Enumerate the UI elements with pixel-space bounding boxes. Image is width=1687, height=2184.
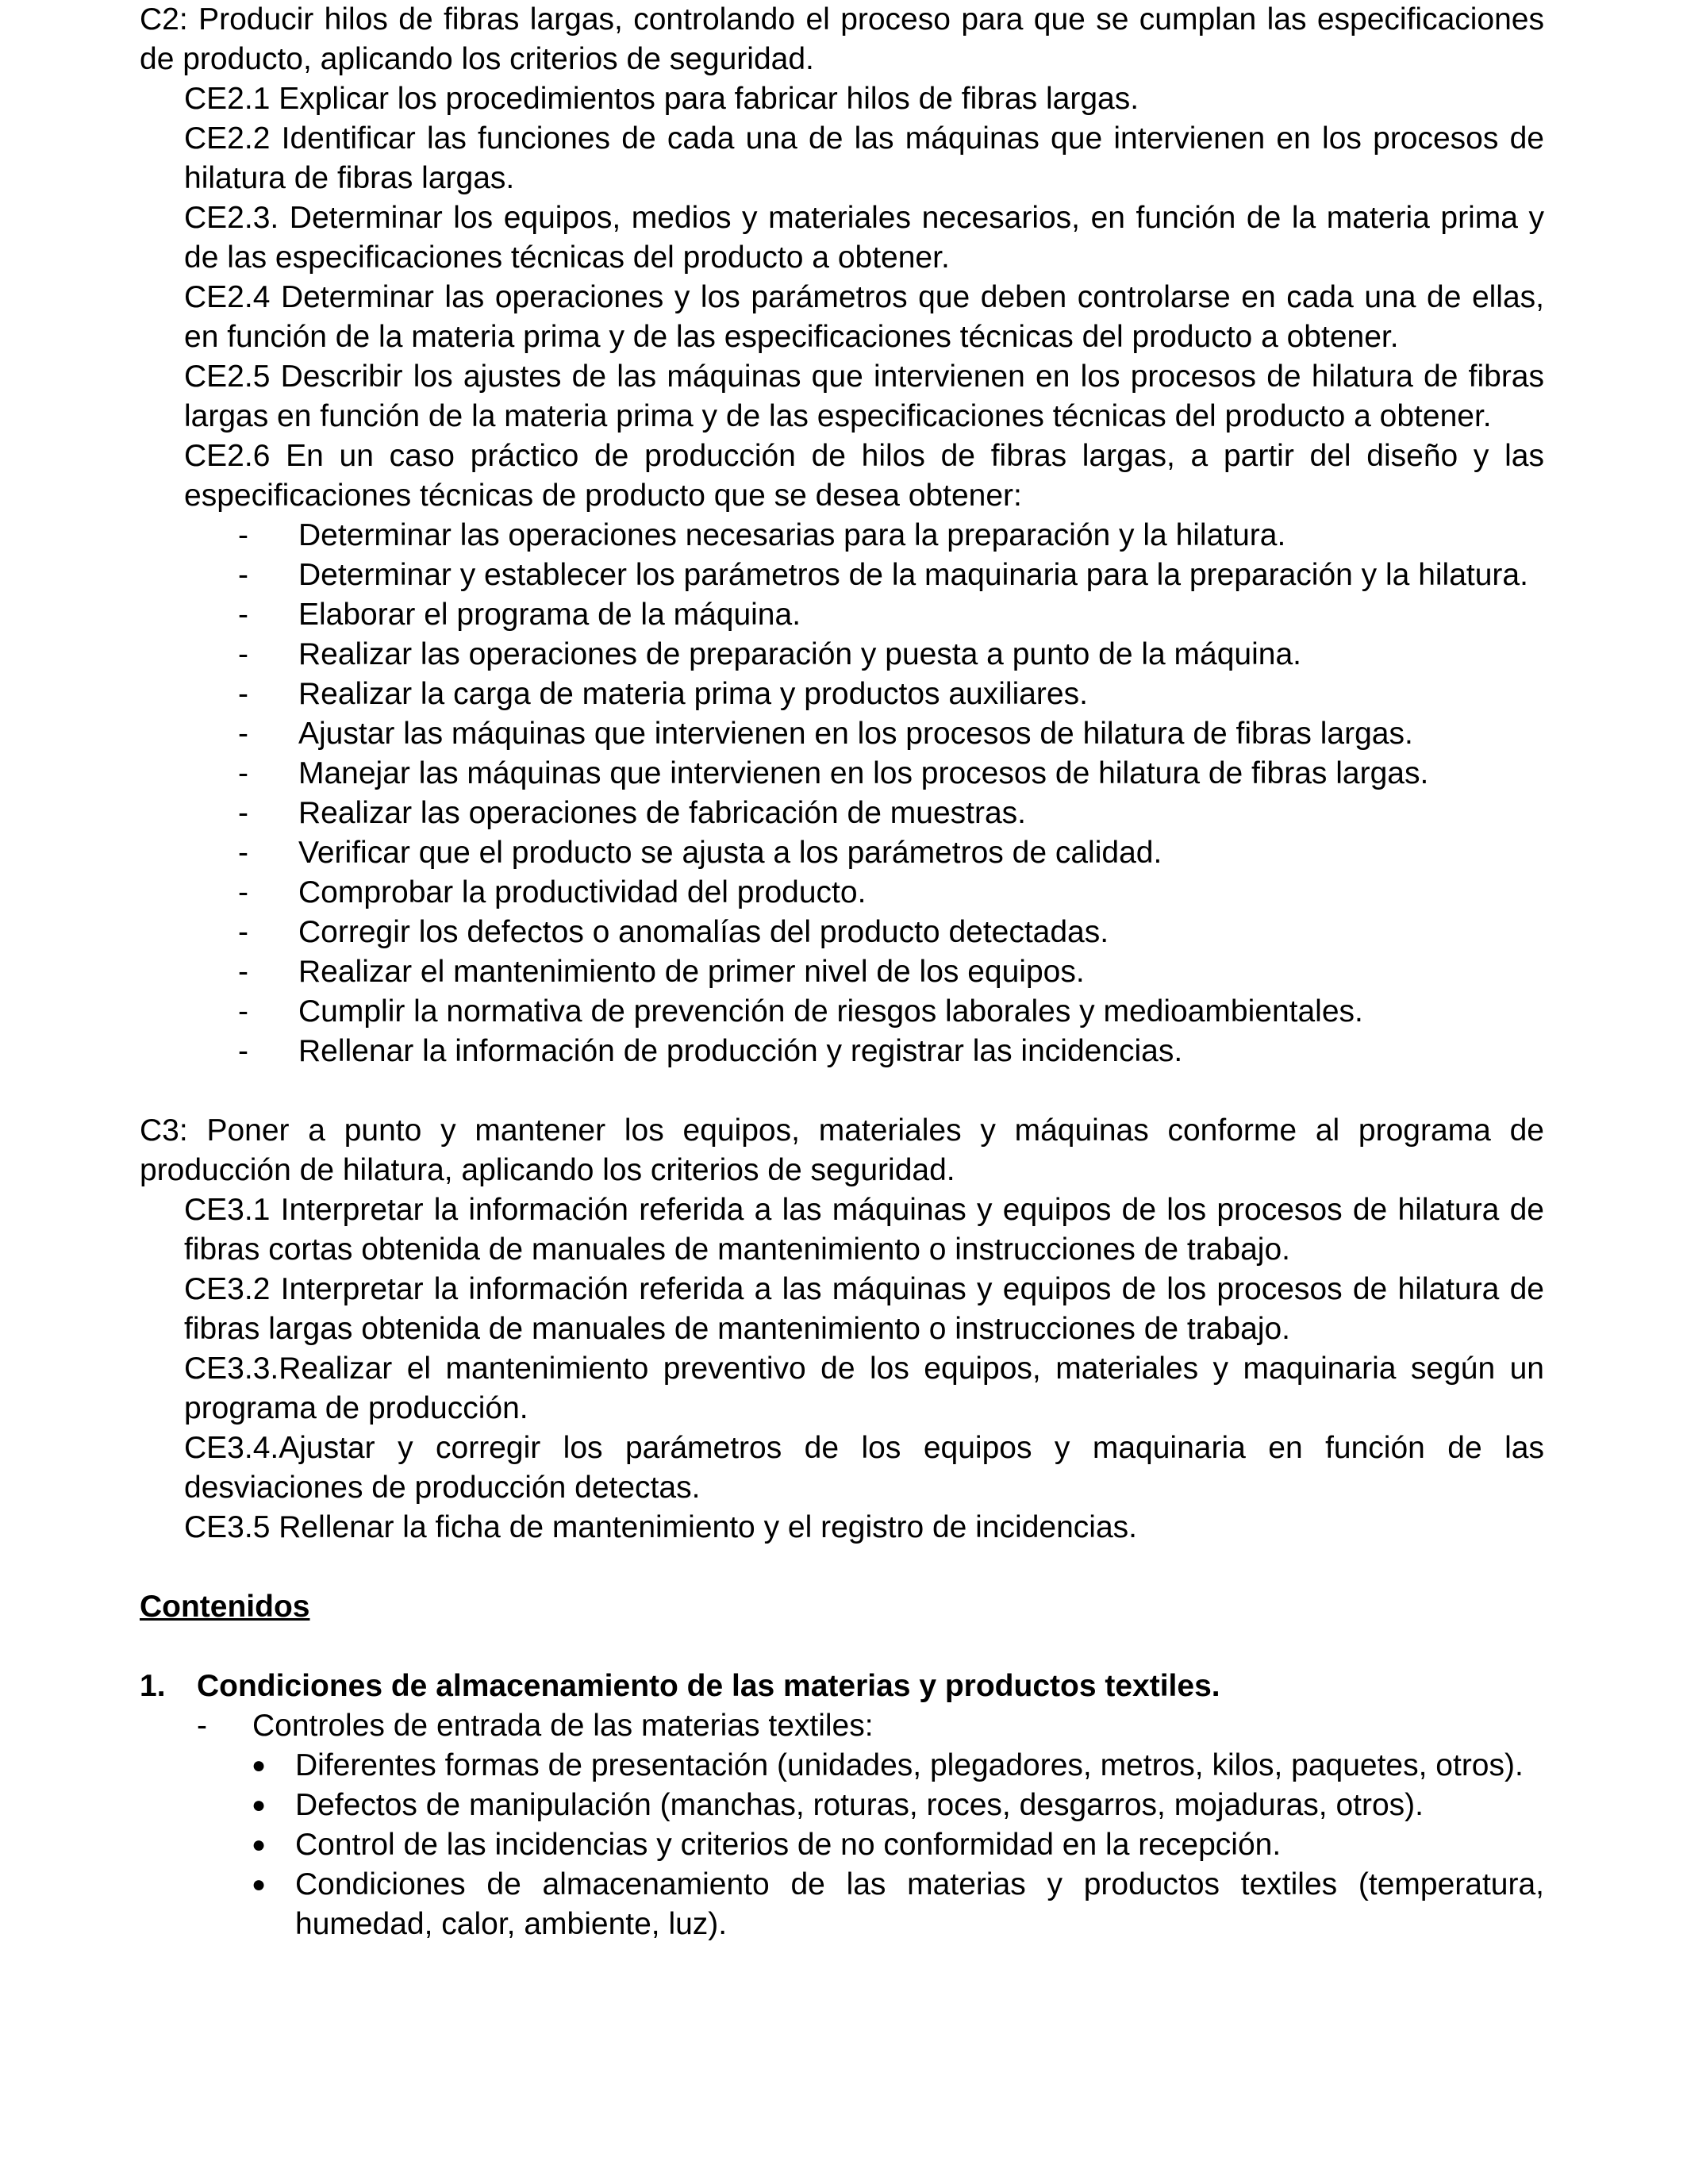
dash-marker: - <box>238 558 248 592</box>
criterion-c2-title: C2: Producir hilos de fibras largas, controlando el proceso para que se cumplan las especificaciones de producto, aplicando los criterios de seguridad. <box>140 2 1544 76</box>
section-1-subheading <box>197 1706 1544 1746</box>
bullet-item <box>252 1786 1544 1825</box>
ce-3-4: CE3.4.Ajustar y corregir los parámetros de los equipos y maquinaria en función de las desviaciones de producción detectas. <box>184 1431 1544 1505</box>
dash-marker: - <box>238 1034 248 1068</box>
step-item <box>238 1032 1544 1071</box>
step-item <box>238 595 1544 635</box>
section-1-title <box>140 1667 1544 1706</box>
dash-marker: - <box>238 598 248 632</box>
ce-2-4: CE2.4 Determinar las operaciones y los parámetros que deben controlarse en cada una de ellas, en función de la materia prima y de las especificaciones técnicas del producto a obtener. <box>184 280 1544 354</box>
step-text: Elaborar el programa de la máquina. <box>298 598 801 632</box>
dash-marker: - <box>197 1709 207 1743</box>
section-title-text: Condiciones de almacenamiento de las materias y productos textiles. <box>197 1669 1220 1703</box>
step-text: Realizar las operaciones de preparación y puesta a punto de la máquina. <box>298 637 1301 671</box>
step-text: Determinar las operaciones necesarias para la preparación y la hilatura. <box>298 518 1286 552</box>
step-item <box>238 833 1544 873</box>
step-text: Cumplir la normativa de prevención de riesgos laborales y medioambientales. <box>298 994 1363 1029</box>
dash-marker: - <box>238 717 248 751</box>
criterion-c3-title: C3: Poner a punto y mantener los equipos, materiales y máquinas conforme al programa de producción de hilatura, aplicando los criterios de seguridad. <box>140 1113 1544 1187</box>
dash-marker: - <box>238 756 248 790</box>
step-item <box>238 516 1544 556</box>
dash-marker: - <box>238 875 248 909</box>
spacer <box>140 1548 1544 1587</box>
step-text: Verificar que el producto se ajusta a los parámetros de calidad. <box>298 836 1162 870</box>
dash-marker: - <box>238 836 248 870</box>
subheading-text: Controles de entrada de las materias textiles: <box>252 1709 874 1743</box>
dash-marker: - <box>238 994 248 1029</box>
spacer <box>140 1071 1544 1111</box>
dash-marker: - <box>238 677 248 711</box>
step-item <box>238 873 1544 913</box>
step-item <box>238 675 1544 714</box>
bullet-text: Defectos de manipulación (manchas, roturas, roces, desgarros, mojaduras, otros). <box>295 1788 1424 1822</box>
step-item <box>238 913 1544 952</box>
dash-marker: - <box>238 518 248 552</box>
step-text: Corregir los defectos o anomalías del producto detectadas. <box>298 915 1109 949</box>
ce-3-5: CE3.5 Rellenar la ficha de mantenimiento y el registro de incidencias. <box>184 1510 1137 1544</box>
step-text: Realizar el mantenimiento de primer nivel de los equipos. <box>298 955 1085 989</box>
bullet-icon: ● <box>252 1871 267 1898</box>
ce-2-1: CE2.1 Explicar los procedimientos para fabricar hilos de fibras largas. <box>184 82 1139 116</box>
step-item <box>238 794 1544 833</box>
bullet-text: Control de las incidencias y criterios de no conformidad en la recepción. <box>295 1828 1282 1862</box>
bullet-icon: ● <box>252 1792 267 1818</box>
step-item <box>238 754 1544 794</box>
ce-2-6: CE2.6 En un caso práctico de producción de hilos de fibras largas, a partir del diseño y las especificaciones técnicas de producto que se desea obtener: <box>184 439 1544 513</box>
ce-2-3: CE2.3. Determinar los equipos, medios y materiales necesarios, en función de la materia prima y de las especificaciones técnicas del producto a obtener. <box>184 201 1544 275</box>
document-page <box>140 0 1544 1944</box>
step-text: Rellenar la información de producción y registrar las incidencias. <box>298 1034 1183 1068</box>
spacer <box>140 1627 1544 1667</box>
dash-marker: - <box>238 796 248 830</box>
section-number: 1. <box>140 1669 166 1703</box>
contenidos-heading: Contenidos <box>140 1590 310 1624</box>
bullet-text: Condiciones de almacenamiento de las materias y productos textiles (temperatura, humedad, calor, ambiente, luz). <box>295 1867 1544 1941</box>
step-item <box>238 992 1544 1032</box>
ce-2-6-steps <box>140 516 1544 1071</box>
step-item <box>238 952 1544 992</box>
step-text: Ajustar las máquinas que intervienen en los procesos de hilatura de fibras largas. <box>298 717 1413 751</box>
bullet-item <box>252 1825 1544 1865</box>
ce-2-5: CE2.5 Describir los ajustes de las máquinas que intervienen en los procesos de hilatura de fibras largas en función de la materia prima y de las especificaciones técnicas del producto a obtener. <box>184 360 1544 433</box>
ce-3-1: CE3.1 Interpretar la información referida a las máquinas y equipos de los procesos de hilatura de fibras cortas obtenida de manuales de mantenimiento o instrucciones de trabajo. <box>184 1193 1544 1267</box>
bullet-icon: ● <box>252 1752 267 1778</box>
step-text: Determinar y establecer los parámetros de la maquinaria para la preparación y la hilatura. <box>298 558 1528 592</box>
dash-marker: - <box>238 955 248 989</box>
bullet-icon: ● <box>252 1832 267 1858</box>
step-item <box>238 714 1544 754</box>
section-1-bullets <box>140 1746 1544 1944</box>
ce-3-3: CE3.3.Realizar el mantenimiento preventivo de los equipos, materiales y maquinaria según un programa de producción. <box>184 1352 1544 1425</box>
step-text: Comprobar la productividad del producto. <box>298 875 867 909</box>
bullet-item <box>252 1746 1544 1786</box>
step-item <box>238 556 1544 595</box>
ce-3-2: CE3.2 Interpretar la información referida a las máquinas y equipos de los procesos de hilatura de fibras largas obtenida de manuales de mantenimiento o instrucciones de trabajo. <box>184 1272 1544 1346</box>
step-text: Realizar la carga de materia prima y productos auxiliares. <box>298 677 1088 711</box>
dash-marker: - <box>238 637 248 671</box>
bullet-item <box>252 1865 1544 1944</box>
ce-2-2: CE2.2 Identificar las funciones de cada una de las máquinas que intervienen en los procesos de hilatura de fibras largas. <box>184 121 1544 195</box>
dash-marker: - <box>238 915 248 949</box>
step-item <box>238 635 1544 675</box>
step-text: Manejar las máquinas que intervienen en los procesos de hilatura de fibras largas. <box>298 756 1429 790</box>
bullet-text: Diferentes formas de presentación (unidades, plegadores, metros, kilos, paquetes, otros). <box>295 1748 1524 1782</box>
step-text: Realizar las operaciones de fabricación de muestras. <box>298 796 1026 830</box>
